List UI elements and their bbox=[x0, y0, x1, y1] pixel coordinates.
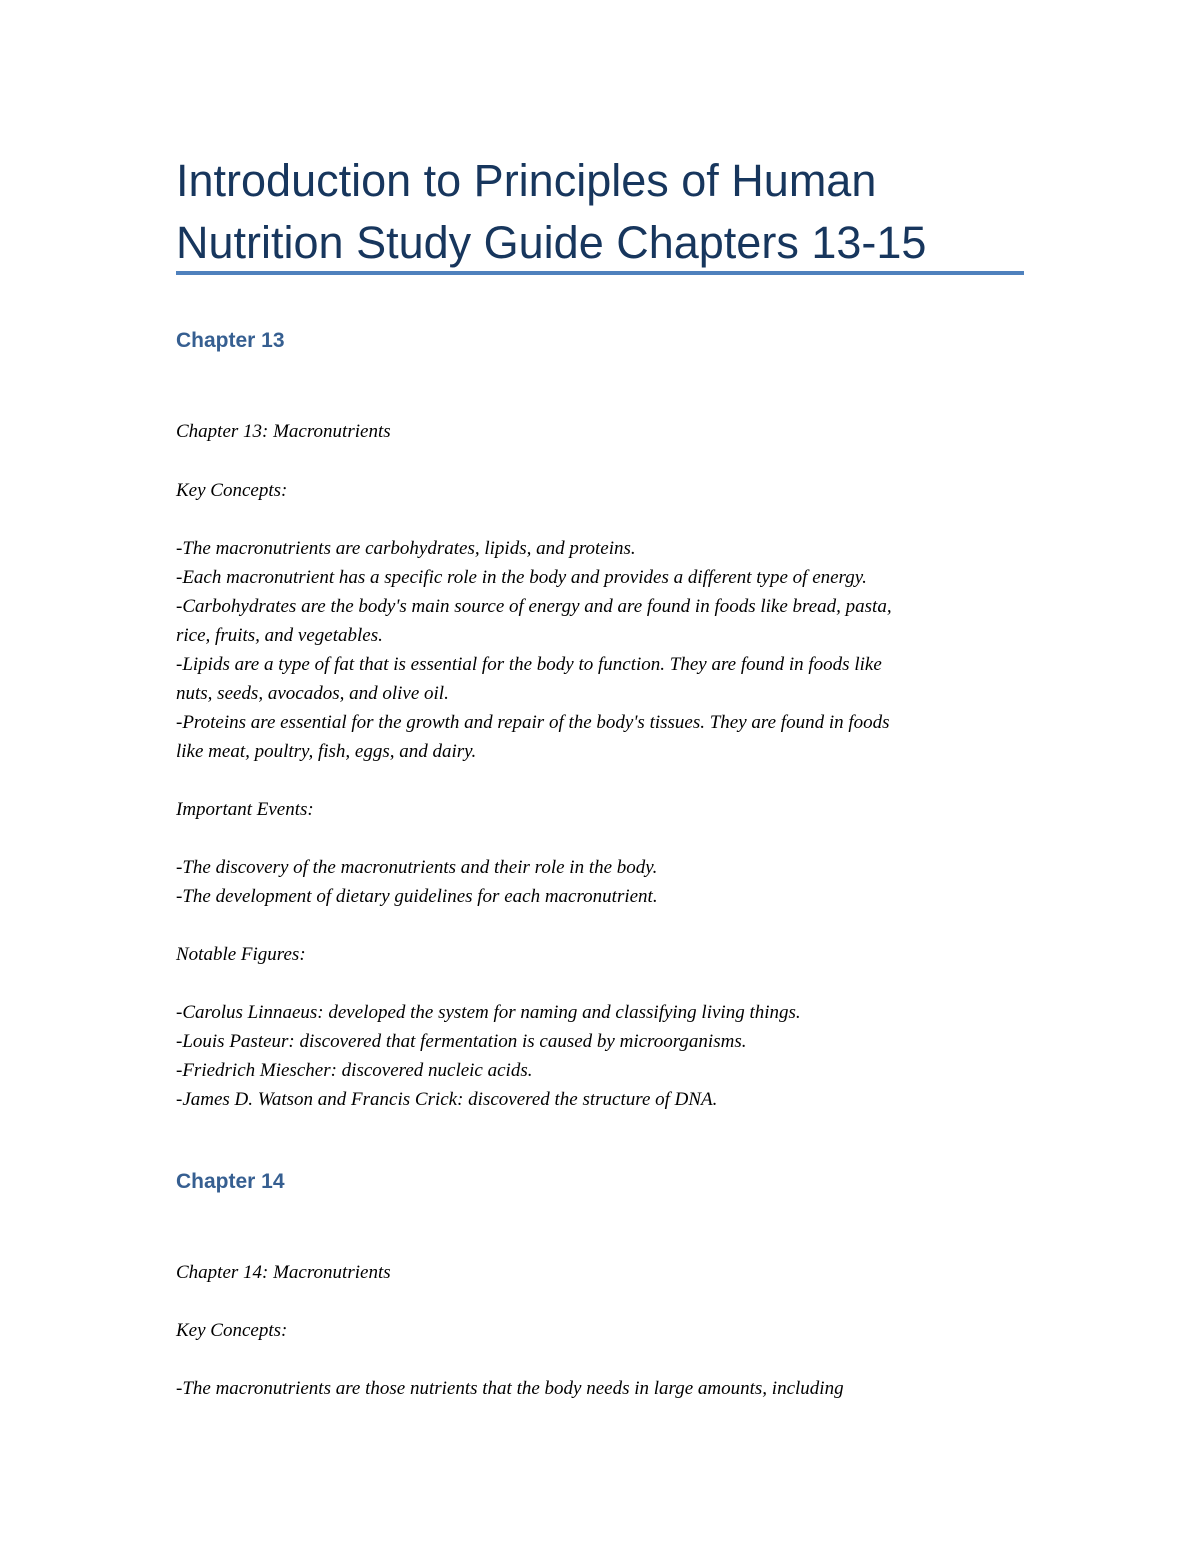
chapter-13-event-line: -The development of dietary guidelines for each macronutrient. bbox=[176, 886, 658, 907]
chapter-13-figures-label: Notable Figures: bbox=[176, 944, 306, 965]
chapter-14-subtitle: Chapter 14: Macronutrients bbox=[176, 1262, 391, 1283]
chapter-13-subtitle: Chapter 13: Macronutrients bbox=[176, 421, 391, 442]
chapter-13-concept-line: -Proteins are essential for the growth and repair of the body's tissues. They are found in foods bbox=[176, 712, 890, 733]
chapter-13-concept-line: rice, fruits, and vegetables. bbox=[176, 625, 383, 646]
title-line-1: Introduction to Principles of Human bbox=[176, 155, 877, 206]
chapter-13-figure-line: -James D. Watson and Francis Crick: discovered the structure of DNA. bbox=[176, 1089, 718, 1110]
chapter-13-concept-line: -Carbohydrates are the body's main source of energy and are found in foods like bread, pasta, bbox=[176, 596, 892, 617]
title-underline bbox=[176, 271, 1024, 275]
chapter-13-event-line: -The discovery of the macronutrients and their role in the body. bbox=[176, 857, 658, 878]
chapter-14-concept-line: -The macronutrients are those nutrients that the body needs in large amounts, including bbox=[176, 1378, 844, 1399]
chapter-13-concept-line: nuts, seeds, avocados, and olive oil. bbox=[176, 683, 449, 704]
title-line-2: Nutrition Study Guide Chapters 13-15 bbox=[176, 217, 927, 268]
chapter-13-figure-line: -Carolus Linnaeus: developed the system for naming and classifying living things. bbox=[176, 1002, 801, 1023]
chapter-13-concept-line: -Lipids are a type of fat that is essential for the body to function. They are found in foods like bbox=[176, 654, 882, 675]
chapter-14-heading: Chapter 14 bbox=[176, 1170, 285, 1193]
chapter-13-events-label: Important Events: bbox=[176, 799, 314, 820]
chapter-13-figure-line: -Louis Pasteur: discovered that fermentation is caused by microorganisms. bbox=[176, 1031, 747, 1052]
document-title bbox=[176, 150, 1036, 274]
chapter-13-concept-line: -The macronutrients are carbohydrates, lipids, and proteins. bbox=[176, 538, 636, 559]
chapter-13-key-concepts-label: Key Concepts: bbox=[176, 480, 288, 501]
chapter-13-heading: Chapter 13 bbox=[176, 329, 285, 352]
chapter-14-key-concepts-label: Key Concepts: bbox=[176, 1320, 288, 1341]
chapter-13-figure-line: -Friedrich Miescher: discovered nucleic acids. bbox=[176, 1060, 533, 1081]
chapter-13-concept-line: like meat, poultry, fish, eggs, and dairy. bbox=[176, 741, 477, 762]
chapter-13-concept-line: -Each macronutrient has a specific role in the body and provides a different type of energy. bbox=[176, 567, 867, 588]
